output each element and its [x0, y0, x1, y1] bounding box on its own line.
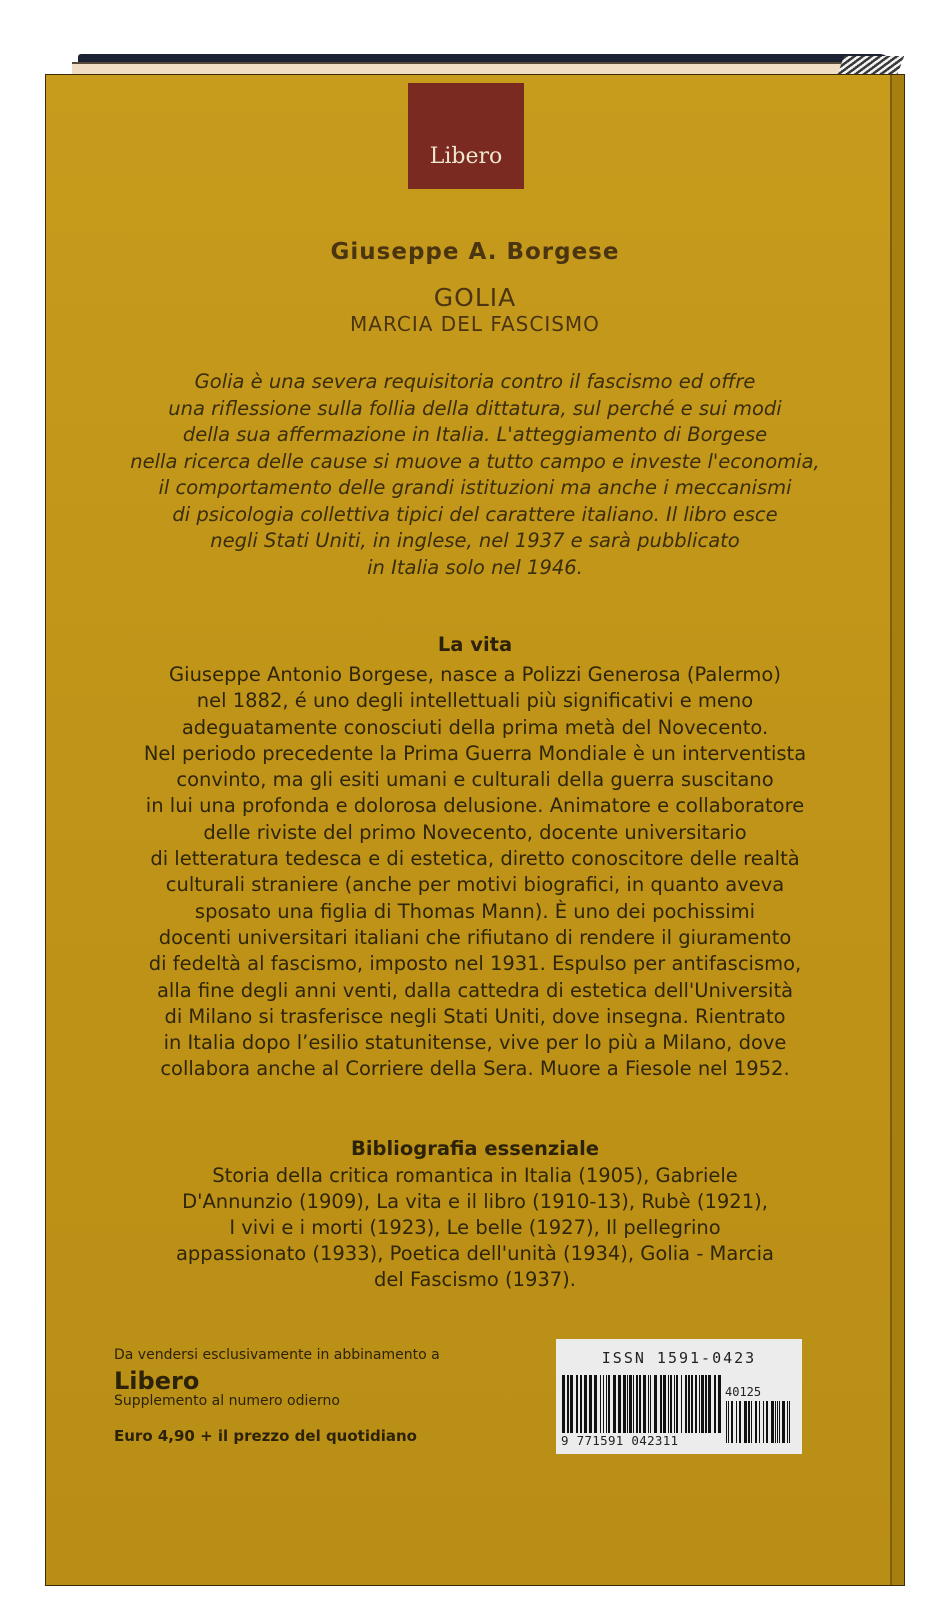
bio-line: sposato una figlia di Thomas Mann). È uno dei pochissimi [194, 899, 756, 923]
barcode-bar [763, 1401, 764, 1443]
author-name: Giuseppe A. Borgese [330, 239, 620, 265]
issn-number: ISSN 1591-0423 [601, 1349, 757, 1367]
barcode-bar [618, 1375, 621, 1433]
synopsis-line: in Italia solo nel 1946. [367, 555, 583, 579]
barcode-bar [771, 1401, 774, 1443]
bibliography-heading: Bibliografia essenziale [350, 1137, 600, 1160]
barcode-bar [676, 1375, 678, 1433]
barcode-bar [589, 1375, 592, 1433]
barcode-bar [580, 1375, 582, 1433]
synopsis-line: Golia è una severa requisitoria contro il fascismo ed offre [194, 370, 756, 393]
barcode-bar [731, 1401, 733, 1443]
barcode-bar [629, 1375, 632, 1433]
barcode-bar [691, 1375, 693, 1433]
bio-line: nel 1882, é uno degli intellettuali più significativi e meno [196, 689, 754, 713]
barcode-bar [674, 1375, 675, 1433]
barcode-bar [606, 1375, 607, 1433]
barcode-bar [633, 1375, 634, 1433]
barcode-bar [759, 1401, 760, 1443]
barcode-bar [766, 1401, 768, 1443]
barcode-bar [562, 1375, 565, 1433]
addon-barcode [726, 1401, 792, 1443]
barcode-bar [714, 1375, 716, 1433]
barcode-bar [584, 1375, 587, 1433]
ean-number: 9 771591 042311 [561, 1433, 679, 1448]
barcode-bar [789, 1401, 790, 1443]
barcode-bar [567, 1375, 569, 1433]
barcode-bar [608, 1375, 610, 1433]
bibliography-line: appassionato (1933), Poetica dell'unità (1934), Golia - Marcia [175, 1242, 775, 1265]
barcode-bar [777, 1401, 778, 1443]
barcode-bar [654, 1375, 657, 1433]
barcode-bar [695, 1375, 697, 1433]
book-title: GOLIA [433, 283, 517, 312]
barcode-bar [701, 1375, 704, 1433]
bio-line: di Milano si trasferisce negli Stati Uniti, dove insegna. Rientrato [164, 1004, 786, 1028]
barcode-bar [600, 1375, 601, 1433]
barcode-bar [699, 1375, 700, 1433]
synopsis-line: una riflessione sulla follia della dittatura, sul perché e sui modi [168, 396, 782, 420]
barcode-bar [660, 1375, 662, 1433]
publisher-logo [408, 83, 524, 189]
synopsis [86, 369, 864, 581]
barcode-bar [576, 1375, 578, 1433]
bio-line: culturali straniere (anche per motivi biografici, in quanto aveva [165, 873, 785, 897]
bio-line: in lui una profonda e dolorosa delusione. Animatore e collaboratore [145, 794, 805, 818]
biography [66, 662, 884, 1083]
barcode-bar [623, 1375, 626, 1433]
bio-line: docenti universitari italiani che rifiutano di rendere il giuramento [158, 925, 792, 949]
publisher-logo-text: Libero [429, 144, 503, 169]
barcode-bar [663, 1375, 666, 1433]
bibliography-line: del Fascismo (1937). [374, 1268, 576, 1291]
ean-barcode [562, 1375, 722, 1433]
price: Euro 4,90 + il prezzo del quotidiano [114, 1427, 417, 1445]
bio-line: Giuseppe Antonio Borgese, nasce a Polizzi Generosa (Palermo) [169, 663, 781, 686]
synopsis-line: il comportamento delle grandi istituzioni ma anche i meccanismi [158, 476, 792, 499]
barcode-bar [728, 1401, 729, 1443]
barcode-bar [708, 1375, 711, 1433]
bio-line: alla fine degli anni venti, dalla cattedra di estetica dell'Università [156, 978, 794, 1002]
bio-line: in Italia dopo l’esilio statunitense, vive per lo più a Milano, dove [163, 1031, 787, 1055]
sale-note: Da vendersi esclusivamente in abbinamento a [114, 1347, 440, 1363]
synopsis-line: della sua affermazione in Italia. L'atteggiamento di Borgese [182, 423, 768, 446]
barcode-addon: 40125 [725, 1385, 762, 1399]
supplement-note: Supplemento al numero odierno [114, 1393, 340, 1409]
barcode-bar [570, 1375, 573, 1433]
synopsis-line: di psicologia collettiva tipici del carattere italiano. Il libro esce [172, 502, 778, 526]
barcode-bar [751, 1401, 752, 1443]
barcode-bar [685, 1375, 687, 1433]
barcode-bar [613, 1375, 616, 1433]
barcode-bar [782, 1401, 785, 1443]
barcode-bar [648, 1375, 649, 1433]
barcode-bar [650, 1375, 651, 1433]
bio-line: di letteratura tedesca e di estetica, diretto conoscitore delle realtà [150, 847, 800, 871]
barcode-bar [787, 1401, 788, 1443]
bio-line: delle riviste del primo Novecento, docente universitario [203, 820, 747, 844]
barcode-bar [779, 1401, 780, 1443]
barcode-bar [636, 1375, 638, 1433]
book-back-cover [45, 74, 905, 1586]
bio-line: collabora anche al Corriere della Sera. Muore a Fiesole nel 1952. [160, 1057, 790, 1081]
bio-line: convinto, ma gli esiti umani e culturali della guerra suscitano [176, 768, 774, 792]
barcode-bar [681, 1375, 682, 1433]
bibliography-line: I vivi e i morti (1923), Le belle (1927), Il pellegrino [229, 1216, 721, 1239]
sale-info [114, 1347, 440, 1445]
synopsis-line: nella ricerca delle cause si muove a tutto campo e investe l'economia, [130, 449, 820, 473]
barcode-label [556, 1339, 802, 1454]
barcode-bar [603, 1375, 604, 1433]
barcode-bar [639, 1375, 641, 1433]
barcode-bar [739, 1401, 741, 1443]
barcode-bar [594, 1375, 597, 1433]
bio-line: adeguatamente conosciuti della prima metà del Novecento. [181, 715, 769, 739]
bio-line: Nel periodo precedente la Prima Guerra Mondiale è un interventista [143, 741, 807, 765]
barcode-bar [736, 1401, 737, 1443]
barcode-bar [705, 1375, 707, 1433]
bibliography [66, 1163, 884, 1293]
barcode-bar [670, 1375, 672, 1433]
bibliography-line: D'Annunzio (1909), La vita e il libro (1910-13), Rubè (1921), [182, 1190, 768, 1213]
bibliography-line: Storia della critica romantica in Italia (1905), Gabriele [212, 1164, 738, 1187]
barcode-bar [755, 1401, 757, 1443]
barcode-bar [688, 1375, 690, 1433]
barcode-bar [726, 1401, 727, 1443]
newspaper-brand: Libero [114, 1367, 200, 1395]
bio-line: di fedeltà al fascismo, imposto nel 1931. Espulso per antifascismo, [148, 952, 802, 976]
bio-heading: La vita [437, 633, 513, 656]
book-subtitle: MARCIA DEL FASCISMO [350, 312, 600, 336]
barcode-bar [668, 1375, 669, 1433]
synopsis-line: negli Stati Uniti, in inglese, nel 1937 e sarà pubblicato [210, 529, 740, 552]
barcode-bar [775, 1401, 776, 1443]
barcode-bar [627, 1375, 628, 1433]
barcode-bar [744, 1401, 747, 1443]
barcode-bar [643, 1375, 646, 1433]
barcode-bar [748, 1401, 750, 1443]
barcode-bar [718, 1375, 721, 1433]
